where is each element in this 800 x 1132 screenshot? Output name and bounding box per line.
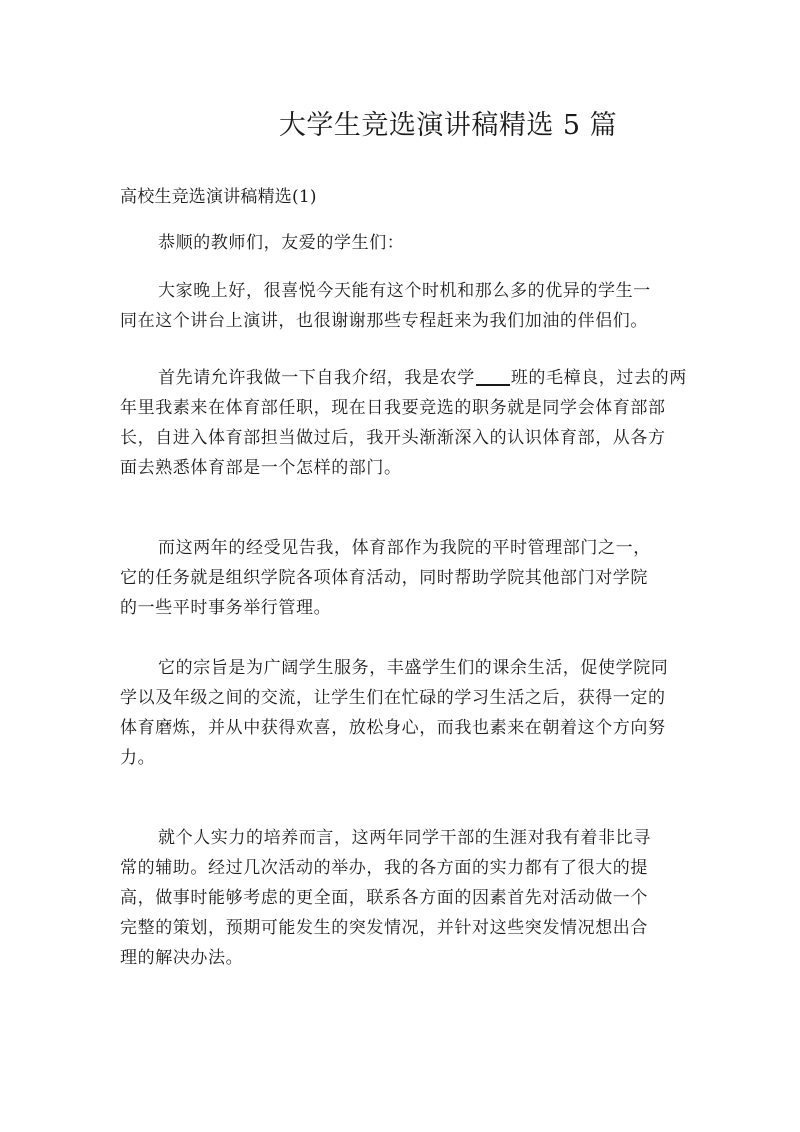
paragraph-4-line-4: 力。 xyxy=(120,748,156,768)
paragraph-2-line-1-after: 班的毛樟良，过去的两 xyxy=(510,368,687,388)
section-heading: 高校生竞选演讲稿精选(1) xyxy=(120,187,317,207)
document-title: 大学生竞选演讲稿精选 5 篇 xyxy=(278,110,618,141)
paragraph-2 xyxy=(120,363,687,483)
paragraph-3-line-2: 它的任务就是组织学院各项体育活动，同时帮助学院其他部门对学院 xyxy=(120,568,648,588)
paragraph-5-line-1: 就个人实力的培养而言，这两年同学干部的生涯对我有着非比寻 xyxy=(158,828,651,848)
paragraph-5-line-5: 理的解决办法。 xyxy=(120,948,244,968)
paragraph-1 xyxy=(120,276,651,336)
greeting-line: 恭顺的教师们，友爱的学生们： xyxy=(158,233,405,253)
paragraph-2-line-2: 年里我素来在体育部任职，现在日我要竞选的职务就是同学会体育部部 xyxy=(120,398,666,418)
paragraph-5 xyxy=(120,823,651,973)
blank-underline xyxy=(476,366,510,386)
paragraph-2-line-3: 长，自进入体育部担当做过后，我开头渐渐深入的认识体育部，从各方 xyxy=(120,428,666,448)
paragraph-4-line-1: 它的宗旨是为广阔学生服务，丰盛学生们的课余生活，促使学院同 xyxy=(158,658,669,678)
paragraph-2-line-1 xyxy=(120,363,687,393)
paragraph-3-line-1: 而这两年的经受见告我，体育部作为我院的平时管理部门之一， xyxy=(158,538,651,558)
paragraph-1-line-2: 同在这个讲台上演讲，也很谢谢那些专程赶来为我们加油的伴侣们。 xyxy=(120,311,648,331)
paragraph-2-line-1-before: 首先请允许我做一下自我介绍，我是农学 xyxy=(158,368,475,388)
paragraph-5-line-2: 常的辅助。经过几次活动的举办，我的各方面的实力都有了很大的提 xyxy=(120,858,648,878)
paragraph-5-line-3: 高，做事时能够考虑的更全面，联系各方面的因素首先对活动做一个 xyxy=(120,888,648,908)
paragraph-4-line-3: 体育磨炼，并从中获得欢喜，放松身心，而我也素来在朝着这个方向努 xyxy=(120,718,666,738)
greeting-paragraph xyxy=(158,228,404,258)
paragraph-2-line-4: 面去熟悉体育部是一个怎样的部门。 xyxy=(120,458,402,478)
paragraph-1-line-1: 大家晚上好，很喜悦今天能有这个时机和那么多的优异的学生一 xyxy=(158,281,651,301)
paragraph-5-line-4: 完整的策划，预期可能发生的突发情况，并针对这些突发情况想出合 xyxy=(120,918,648,938)
paragraph-4-line-2: 学以及年级之间的交流，让学生们在忙碌的学习生活之后，获得一定的 xyxy=(120,688,666,708)
paragraph-4 xyxy=(120,653,668,773)
paragraph-3 xyxy=(120,533,651,623)
paragraph-3-line-3: 的一些平时事务举行管理。 xyxy=(120,598,332,618)
